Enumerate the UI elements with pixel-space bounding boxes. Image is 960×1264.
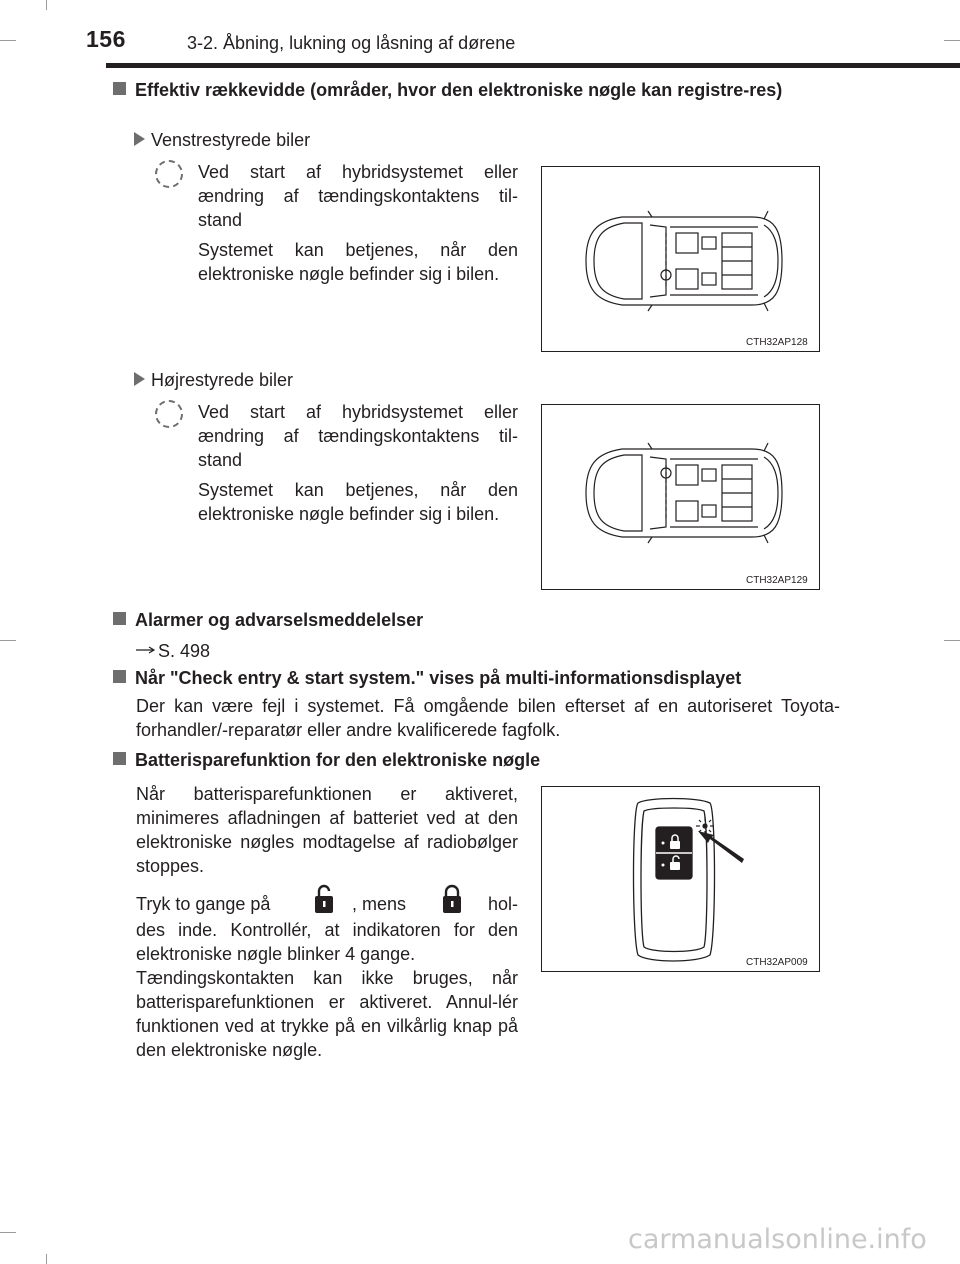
- figure-code-009: CTH32AP009: [746, 957, 808, 968]
- hold-text: hol-: [487, 894, 518, 914]
- figure-key-fob: [541, 786, 820, 972]
- crop-mark: [46, 1254, 47, 1264]
- press-twice-text: Tryk to gange på: [136, 894, 271, 914]
- square-bullet-icon: [113, 752, 126, 765]
- crop-mark: [944, 40, 960, 41]
- arrow-right-icon: [136, 636, 156, 660]
- lhd-condition: Ved start af hybridsystemet eller ændring af tændingskontaktens til-stand: [198, 162, 518, 230]
- lhd-description: Systemet kan betjenes, når den elektroniske nøgle befinder sig i bilen.: [198, 240, 518, 284]
- battery-para-2-rest: des inde. Kontrollér, at indikatoren for den elektroniske nøgle blinker 4 gange.: [136, 920, 518, 964]
- section-heading-check: [113, 666, 741, 690]
- lhd-label: [134, 128, 310, 152]
- rhd-description: Systemet kan betjenes, når den elektroniske nøgle befinder sig i bilen.: [198, 480, 518, 524]
- triangle-bullet-icon: [134, 372, 145, 386]
- alarms-heading-text: Alarmer og advarselsmeddelelser: [135, 610, 424, 630]
- footer-watermark[interactable]: carmanualsonline.info: [628, 1224, 927, 1255]
- battery-heading-text: Batterisparefunktion for den elektroniske nøgle: [135, 750, 541, 770]
- figure-code-128: CTH32AP128: [746, 337, 808, 348]
- battery-para-2-line1: [136, 892, 518, 918]
- car-topview-lhd-illustration: [542, 167, 819, 351]
- lhd-label-text: Venstrestyrede biler: [151, 130, 311, 150]
- while-text: , mens: [352, 894, 407, 914]
- triangle-bullet-icon: [134, 132, 145, 146]
- check-heading-text: Når "Check entry & start system." vises på multi-informationsdisplayet: [135, 668, 742, 688]
- lock-button-icon: [442, 884, 462, 920]
- rhd-condition: Ved start af hybridsystemet eller ændring af tændingskontaktens til-stand: [198, 402, 518, 470]
- crop-mark: [46, 0, 47, 10]
- chapter-title: 3-2. Åbning, lukning og låsning af dørene: [187, 33, 516, 53]
- rhd-label-text: Højrestyrede biler: [151, 370, 294, 390]
- alarms-reference: [136, 636, 210, 663]
- dashed-circle-icon: [155, 400, 183, 428]
- square-bullet-icon: [113, 670, 126, 683]
- crop-mark: [0, 40, 16, 41]
- unlock-button-icon: [314, 884, 334, 920]
- section-heading-alarms: [113, 608, 423, 632]
- reference-link[interactable]: S. 498: [158, 641, 211, 661]
- figure-code-129: CTH32AP129: [746, 575, 808, 586]
- figure-lhd-car: [541, 166, 820, 352]
- page-number: 156: [86, 26, 126, 52]
- check-body: Der kan være fejl i systemet. Få omgående bilen efterset af en autoriseret Toyota-forhandler/-reparatør eller andre kvalificerede fagfolk.: [136, 696, 840, 740]
- electronic-key-illustration: [542, 787, 819, 971]
- dashed-circle-icon: [155, 160, 183, 188]
- figure-rhd-car: [541, 404, 820, 590]
- square-bullet-icon: [113, 612, 126, 625]
- crop-mark: [0, 1232, 16, 1233]
- battery-para-1: Når batterisparefunktionen er aktiveret, minimeres afladningen af batteriet ved at den elektroniske nøgles modtagelse af radiobølger stoppes.: [136, 784, 518, 876]
- crop-mark: [944, 640, 960, 641]
- crop-mark: [0, 640, 16, 641]
- section-heading-battery: [113, 748, 540, 772]
- square-bullet-icon: [113, 82, 126, 95]
- car-topview-rhd-illustration: [542, 405, 819, 589]
- battery-para-3: Tændingskontakten kan ikke bruges, når batterisparefunktionen er aktiveret. Annul-lér funktionen ved at trykke på en vilkårlig knap på den elektroniske nøgle.: [136, 968, 518, 1060]
- section-heading-text: Effektiv rækkevidde (områder, hvor den elektroniske nøgle kan registre-res): [135, 80, 783, 100]
- section-heading-range: [113, 78, 843, 102]
- rhd-label: [134, 368, 293, 392]
- header-rule: [106, 63, 960, 68]
